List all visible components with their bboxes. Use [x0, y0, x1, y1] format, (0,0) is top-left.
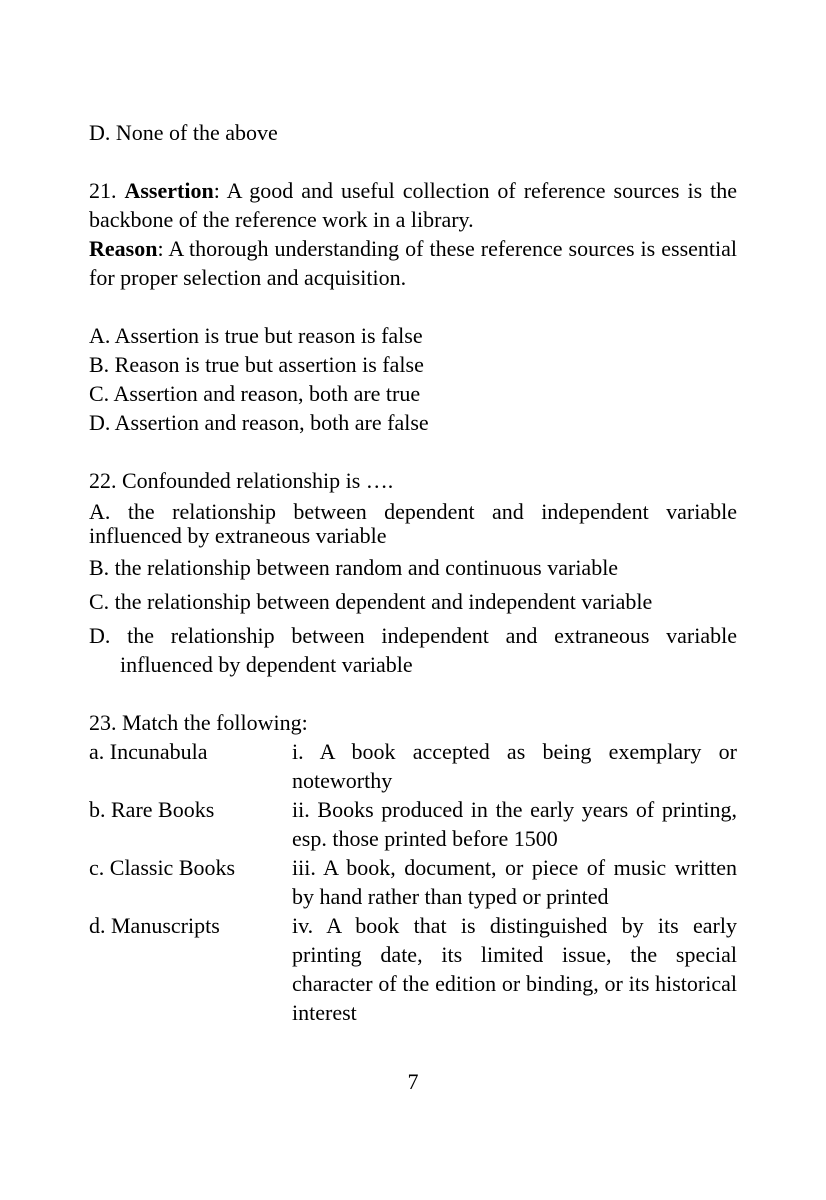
question-22-text: 22. Confounded relationship is …. — [89, 468, 394, 493]
question-21-assertion — [89, 176, 737, 234]
question-21-reason — [89, 234, 737, 292]
question-21-option-d: D. Assertion and reason, both are false — [89, 410, 429, 435]
reason-label: Reason — [89, 236, 158, 261]
page-content — [89, 118, 737, 1027]
match-term: c. Classic Books — [89, 855, 236, 880]
assertion-text: : A good and useful collection of reference sources is the backbone of the reference work in a library. — [89, 178, 737, 232]
question-22-option-b: B. the relationship between random and continuous variable — [89, 555, 619, 580]
match-definition: iii. A book, document, or piece of music written by hand rather than typed or printed — [292, 855, 737, 909]
assertion-label: Assertion — [124, 178, 214, 203]
question-21-option-b: B. Reason is true but assertion is false — [89, 352, 424, 377]
question-22-option-d: D. the relationship between independent and extraneous variable influenced by dependent variable — [89, 623, 737, 677]
question-22-option-c: C. the relationship between dependent and independent variable — [89, 589, 653, 614]
match-row — [89, 795, 737, 853]
match-row — [89, 853, 737, 911]
match-term: d. Manuscripts — [89, 913, 220, 938]
match-table — [89, 737, 737, 1027]
match-definition: ii. Books produced in the early years of printing, esp. those printed before 1500 — [292, 797, 737, 851]
question-21-number: 21. — [89, 178, 117, 203]
match-term: a. Incunabula — [89, 739, 208, 764]
match-term: b. Rare Books — [89, 797, 215, 822]
question-21-option-a: A. Assertion is true but reason is false — [89, 323, 423, 348]
match-definition: i. A book accepted as being exemplary or noteworthy — [292, 739, 737, 793]
spacer — [89, 437, 737, 466]
reason-text: : A thorough understanding of these reference sources is essential for proper selection and acquisition. — [89, 236, 737, 290]
match-row — [89, 737, 737, 795]
page-number: 7 — [407, 1069, 419, 1094]
spacer — [89, 292, 737, 321]
spacer — [89, 679, 737, 708]
match-row — [89, 911, 737, 1027]
question-21-option-c: C. Assertion and reason, both are true — [89, 381, 421, 406]
spacer — [89, 147, 737, 176]
question-22-option-a: A. the relationship between dependent and independent variable influenced by extraneous variable — [89, 499, 737, 548]
match-definition: iv. A book that is distinguished by its early printing date, its limited issue, the special character of the edition or binding, or its historical interest — [292, 913, 737, 1025]
question-23-text: 23. Match the following: — [89, 710, 308, 735]
previous-option-d: D. None of the above — [89, 120, 278, 145]
